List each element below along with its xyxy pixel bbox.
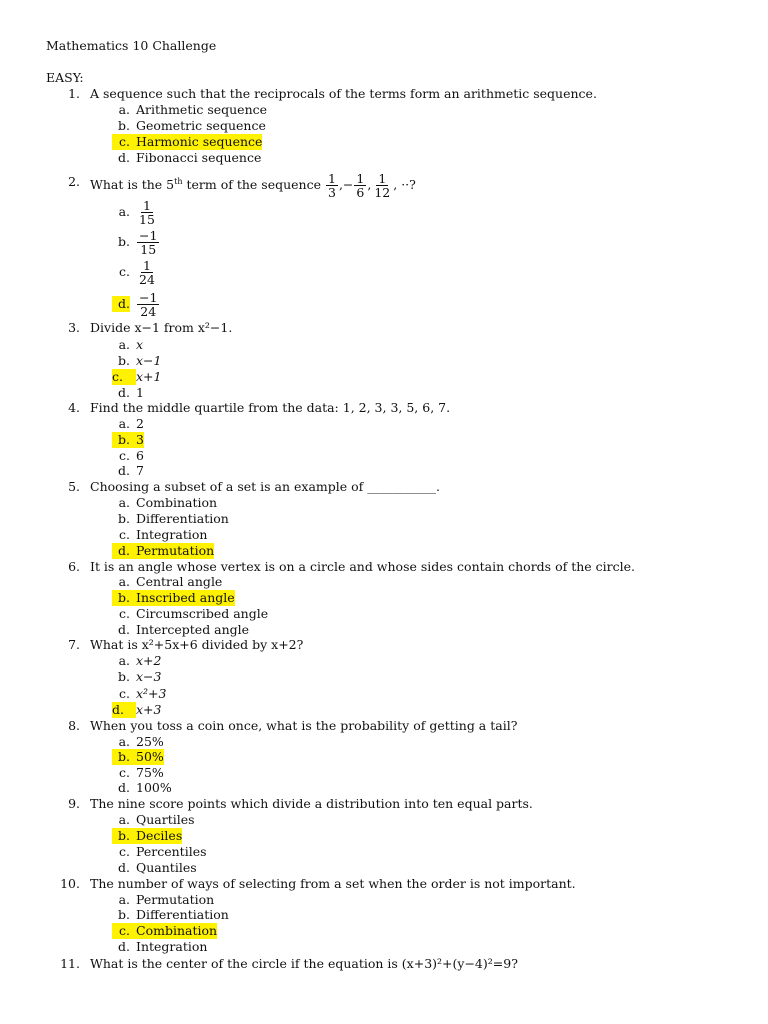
choice-7b: b. x−3 [118, 669, 162, 684]
choice-9c: c. Percentiles [119, 844, 207, 859]
question-text: The number of ways of selecting from a set when the order is not important. [90, 876, 576, 891]
question-number: 2. [68, 174, 80, 189]
choice-10a: a. Permutation [118, 892, 215, 907]
question-text: What is the center of the circle if the equation is (x+3)²+(y−4)²=9? [90, 956, 518, 971]
choice-7c: c. x²+3 [119, 686, 167, 701]
choice-5c: c. Integration [119, 527, 208, 542]
question-9: 9. The nine score points which divide a distribution into ten equal parts. [68, 796, 533, 811]
choice-8a: a. 25% [118, 734, 164, 749]
sequence-term-3: $\frac{1}{12}$ [374, 171, 391, 201]
choice-3d: d. 1 [118, 385, 144, 400]
question-text-post: term of the sequence [182, 177, 321, 193]
choice-3b: b. x−1 [118, 353, 162, 368]
choice-6b-correct: b. Inscribed angle [112, 590, 235, 606]
choice-5d-correct: d. Permutation [112, 543, 214, 559]
choice-10d: d. Integration [118, 939, 208, 954]
choice-10b: b. Differentiation [118, 907, 229, 922]
choice-2d-correct: d. $\frac{-1}{24}$ [136, 290, 160, 318]
question-4: 4. Find the middle quartile from the data: 1, 2, 3, 3, 5, 6, 7. [68, 400, 451, 415]
question-text: A sequence such that the reciprocals of the terms form an arithmetic sequence. [90, 86, 597, 101]
choice-8d: d. 100% [118, 780, 172, 795]
choice-8c: c. 75% [119, 765, 164, 780]
choice-1d: d. Fibonacci sequence [118, 150, 262, 165]
document-title: Mathematics 10 Challenge [46, 38, 217, 53]
choice-1c-correct: c. Harmonic sequence [112, 134, 262, 150]
question-7: 7. What is x²+5x+6 divided by x+2? [68, 637, 304, 652]
choice-10c-correct: c. Combination [112, 923, 217, 939]
choice-1a: a. Arithmetic sequence [118, 102, 268, 117]
sequence-term-1: $\frac{1}{3}$ [327, 171, 336, 201]
choice-4c: c. 6 [119, 448, 144, 463]
choice-2b: b. $\frac{-1}{15}$ [118, 228, 158, 257]
question-5: 5. Choosing a subset of a set is an example of ___________. [68, 479, 440, 494]
choice-9a: a. Quartiles [118, 812, 195, 827]
question-text: It is an angle whose vertex is on a circle and whose sides contain chords of the circle. [90, 559, 635, 574]
question-text: What is x²+5x+6 divided by x+2? [90, 637, 304, 652]
question-text-pre: What is the 5 [90, 177, 175, 193]
choice-7a: a. x+2 [118, 653, 162, 668]
choice-6c: c. Circumscribed angle [119, 606, 269, 621]
choice-2a: a. $\frac{1}{15}$ [118, 198, 155, 227]
choice-9b-correct: b. Deciles [112, 828, 182, 844]
question-11: 11. What is the center of the circle if the equation is (x+3)²+(y−4)²=9? [60, 956, 518, 971]
question-number: 1. [68, 86, 80, 101]
question-3: 3. Divide x−1 from x²−1. [68, 320, 233, 335]
question-10: 10. The number of ways of selecting from a set when the order is not important. [60, 876, 576, 891]
choice-6a: a. Central angle [118, 574, 223, 589]
choice-3c-correct: c. x+1 [112, 369, 162, 384]
question-2: 2. What is the 5th term of the sequence $\frac{1}{3}$ ,− $\frac{1}{6}$ , $\frac{1}{12}$ , ··? [90, 168, 416, 196]
question-6: 6. It is an angle whose vertex is on a circle and whose sides contain chords of the circle. [68, 559, 635, 574]
question-text: Divide x−1 from x²−1. [90, 320, 233, 335]
question-8: 8. When you toss a coin once, what is the probability of getting a tail? [68, 718, 518, 733]
choice-8b-correct: b. 50% [112, 749, 164, 765]
choice-3a: a. x [118, 337, 144, 352]
choice-2c: c. $\frac{1}{24}$ [119, 258, 155, 287]
question-text: Find the middle quartile from the data: 1, 2, 3, 3, 5, 6, 7. [90, 400, 451, 415]
sequence-term-2: $\frac{1}{6}$ [356, 171, 365, 201]
choice-5b: b. Differentiation [118, 511, 229, 526]
section-heading: EASY: [46, 70, 84, 85]
choice-1b: b. Geometric sequence [118, 118, 266, 133]
question-text-sup: th [174, 177, 183, 186]
choice-4d: d. 7 [118, 463, 144, 478]
choice-4a: a. 2 [118, 416, 144, 431]
question-1 [68, 86, 597, 102]
choice-6d: d. Intercepted angle [118, 622, 250, 637]
question-text: The nine score points which divide a distribution into ten equal parts. [90, 796, 533, 811]
choice-9d: d. Quantiles [118, 860, 197, 875]
question-text: When you toss a coin once, what is the probability of getting a tail? [90, 718, 518, 733]
question-text: Choosing a subset of a set is an example of ___________. [90, 479, 440, 494]
choice-7d-correct: d. x+3 [112, 702, 162, 717]
choice-5a: a. Combination [118, 495, 218, 510]
choice-4b-correct: b. 3 [112, 432, 144, 448]
